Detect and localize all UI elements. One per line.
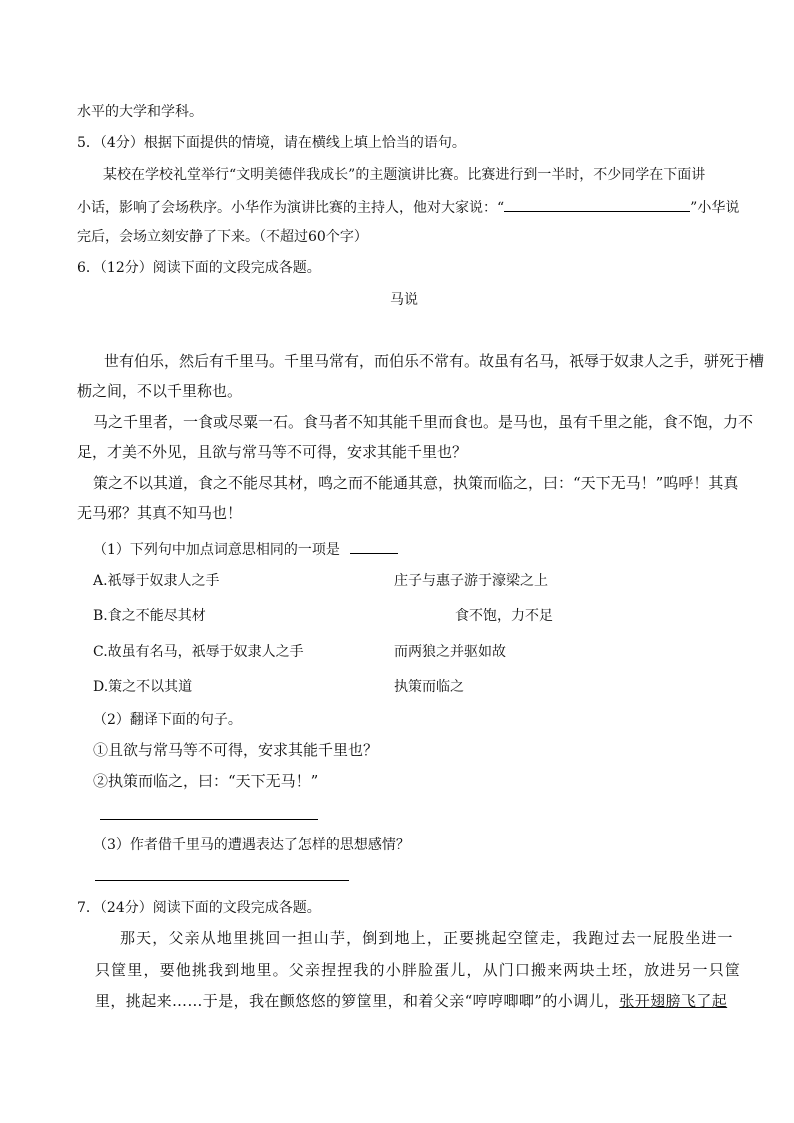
q6-sub2-item2: ②执策而临之，曰：“天下无马！” [93, 772, 319, 790]
q6-option-b-left: B.食之不能尽其材 [93, 608, 206, 624]
q6-option-c-left: C.故虽有名马，祇辱于奴隶人之手 [93, 644, 304, 660]
q7-header: 7．（24分）阅读下面的文段完成各题。 [77, 900, 321, 916]
q4-tail-line: 水平的大学和学科。 [77, 104, 203, 120]
q6-sub3-prompt: （3）作者借千里马的遭遇表达了怎样的思想感情？ [93, 837, 410, 853]
q6-header: 6．（12分）阅读下面的文段完成各题。 [77, 260, 321, 276]
q5-line2-tail: ”小华说 [690, 200, 740, 216]
q6-para2-line2: 足，才美不外见，且欲与常马等不可得，安求其能千里也？ [77, 443, 468, 461]
q7-line3-text: 里，挑起来……于是，我在颤悠悠的箩筐里，和着父亲“哼哼唧唧”的小调儿， [95, 992, 620, 1010]
q6-para3-line2: 无马邪？其真不知马也！ [77, 504, 243, 522]
q7-underlined-phrase: 张开翅膀飞了起 [619, 992, 728, 1010]
q6-para1-line1: 世有伯乐，然后有千里马。千里马常有，而伯乐不常有。故虽有名马，祇辱于奴隶人之手，骈死于槽 [104, 352, 765, 370]
q6-para2-line1: 马之千里者，一食或尽粟一石。食马者不知其能千里而食也。是马也，虽有千里之能，食不饱，力不 [93, 413, 754, 431]
q6-sub2-item1: ①且欲与常马等不可得，安求其能千里也？ [93, 741, 379, 759]
q6-option-c-right: 而两狼之并驱如故 [394, 644, 506, 660]
q5-scenario-line-2 [77, 197, 739, 217]
q6-option-b-right: 食不饱，力不足 [455, 608, 553, 624]
q5-answer-blank[interactable] [504, 197, 690, 212]
q5-scenario-line-1: 某校在学校礼堂举行“文明美德伴我成长”的主题演讲比赛。比赛进行到一半时，不少同学在下面讲 [103, 167, 706, 183]
q6-sub1-prompt [93, 539, 398, 559]
q5-scenario-line-3: 完后，会场立刻安静了下来。（不超过60个字） [77, 229, 368, 245]
q6-sub2-answer-line[interactable] [100, 819, 318, 820]
q6-option-d-right: 执策而临之 [394, 679, 464, 695]
q6-passage-title: 马说 [390, 292, 418, 308]
q6-option-a-right: 庄子与惠子游于濠梁之上 [394, 573, 548, 589]
q7-passage-line1: 那天，父亲从地里挑回一担山芋，倒到地上，正要挑起空筐走，我跑过去一屁股坐进一 [120, 929, 734, 947]
q6-sub3-answer-line[interactable] [95, 880, 349, 881]
q6-para1-line2: 枥之间，不以千里称也。 [77, 382, 243, 400]
q5-header: 5．（4分）根据下面提供的情境，请在横线上填上恰当的语句。 [77, 135, 466, 151]
q6-sub1-answer-blank[interactable] [350, 539, 398, 554]
q7-passage-line2: 只筐里，要他挑我到地里。父亲捏捏我的小胖脸蛋儿，从门口搬来两块土坯，放进另一只筐 [95, 961, 742, 979]
q6-option-a-left: A.祇辱于奴隶人之手 [93, 573, 220, 589]
q5-line2-text: 小话，影响了会场秩序。小华作为演讲比赛的主持人，他对大家说：“ [77, 200, 505, 216]
q6-option-d-left: D.策之不以其道 [93, 679, 193, 695]
q6-para3-line1: 策之不以其道，食之不能尽其材，鸣之而不能通其意，执策而临之，曰：“天下无马！”呜呼！其真 [93, 474, 739, 492]
q6-sub1-text: （1）下列句中加点词意思相同的一项是 [93, 542, 340, 558]
q7-passage-line3 [95, 992, 727, 1010]
q6-sub2-prompt: （2）翻译下面的句子。 [93, 712, 242, 728]
